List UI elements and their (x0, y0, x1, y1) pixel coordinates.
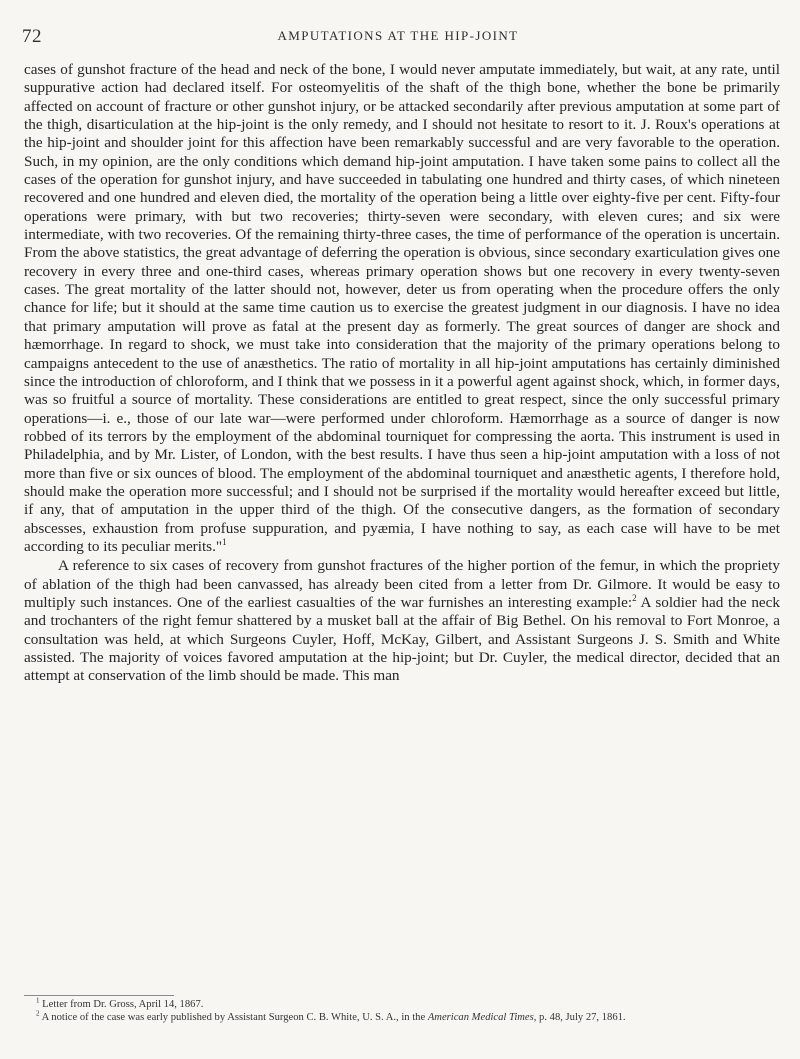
paragraph-text: A reference to six cases of recovery from gunshot fractures of the higher portion of the femur, in which the propriety of ablation of the thigh had been canvassed, has already been cited from a letter from Dr. Gilmore. It would be easy to multiply such instances. One of the earliest casualties of the war furnishes an interesting example: (24, 557, 780, 611)
paragraph-1 (24, 61, 780, 556)
body-text (24, 61, 780, 686)
footnote-text: Letter from Dr. Gross, April 14, 1867. (42, 999, 204, 1010)
footnotes (24, 998, 780, 1025)
paragraph-2 (24, 557, 780, 685)
footnote-marker: 2 (36, 1009, 40, 1018)
page-number: 72 (22, 26, 42, 47)
footnote-rule (24, 995, 174, 996)
footnote-marker: 1 (36, 996, 40, 1005)
page-header (22, 26, 774, 48)
footnote-text: A notice of the case was early published by Assistant Surgeon C. B. White, U. S. A., in the (41, 1012, 428, 1024)
footnote-italic: American Medical Times (427, 1012, 534, 1024)
paragraph-text-tail: A soldier had the neck and trochanters of the right femur shattered by a musket ball at the affair of Big Bethel. On his removal to Fort Monroe, a consultation was held, at which Surgeons Cuyler, Hoff, McKay, Gilbert, and Assistant Surgeons J. S. Smith and White assisted. The majority of voices favored amputation at the hip-joint; but Dr. Cuyler, the medical director, decided that an attempt at conservation of the limb should be made. This man (24, 593, 780, 685)
footnote-2 (24, 1011, 780, 1024)
paragraph-text: cases of gunshot fracture of the head and neck of the bone, I would never amputate immediately, but wait, at any rate, until suppurative action had declared itself. For osteomyelitis of the shaft of the thigh bone, whether the bone be primarily affected on account of fracture or other gunshot injury, or be attacked secondarily after previous amputation at some part of the thigh, disarticulation at the hip-joint is the only remedy, and I should not hesitate to resort to it. J. Roux's operations at the hip-joint and shoulder joint for this affection have been remarkably successful and are very favorable to the operation. Such, in my opinion, are the only conditions which demand hip-joint amputation. I have taken some pains to collect all the cases of the operation for gunshot injury, and have succeeded in tabulating one hundred and thirty cases, of which nineteen recovered and one hundred and eleven died, the mortality of the operation being a little over eighty-five per cent. Fifty-four operations were primary, with but two recoveries; thirty-seven were secondary, with eleven cures; and six were intermediate, with two recoveries. Of the remaining thirty-three cases, the time of performance of the operation is uncertain. From the above statistics, the great advantage of deferring the operation is obvious, since secondary exarticulation gives one recovery in every three and one-third cases, whereas primary operation shows but one recovery in every twenty-seven cases. The great mortality of the latter should not, however, deter us from operating when the procedure offers the only chance for life; but it should at the same time caution us to exercise the greatest judgment in our diagnosis. I have no idea that primary amputation will prove as fatal at the present day as formerly. The great sources of danger are shock and hæmorrhage. In regard to shock, we must take into consideration that the majority of the primary operations belong to campaigns antecedent to the use of anæsthetics. The ratio of mortality in all hip-joint amputations has certainly diminished since the introduction of chloroform, and I think that we possess in it a powerful agent against shock, which, in former days, was so fruitful a source of mortality. These considerations are entitled to great respect, since the only successful primary operations—i. e., those of our late war—were performed under chloroform. Hæmorrhage as a source of danger is now robbed of its terrors by the employment of the abdominal tourniquet for compressing the aorta. This instrument is used in Philadelphia, and by Mr. Lister, of London, with the best results. I have thus seen a hip-joint amputation with a loss of not more than five or six ounces of blood. The employment of the abdominal tourniquet and anæsthetic agents, I therefore hold, should make the operation more successful; and I should not be surprised if the mortality would hereafter exceed but little, if any, that of amputation in the upper third of the thigh. Of the consecutive dangers, as the formation of secondary abscesses, exhaustion from profuse suppuration, and pyæmia, I have nothing to say, as each case will have to be met according to its peculiar merits." (24, 61, 780, 555)
footnote-reference: 2 (632, 592, 637, 603)
footnote-tail: , p. 48, July 27, 1861. (533, 1012, 626, 1024)
running-head: AMPUTATIONS AT THE HIP-JOINT (277, 28, 519, 43)
footnote-reference: 1 (222, 536, 227, 547)
footnote-1 (24, 998, 780, 1011)
